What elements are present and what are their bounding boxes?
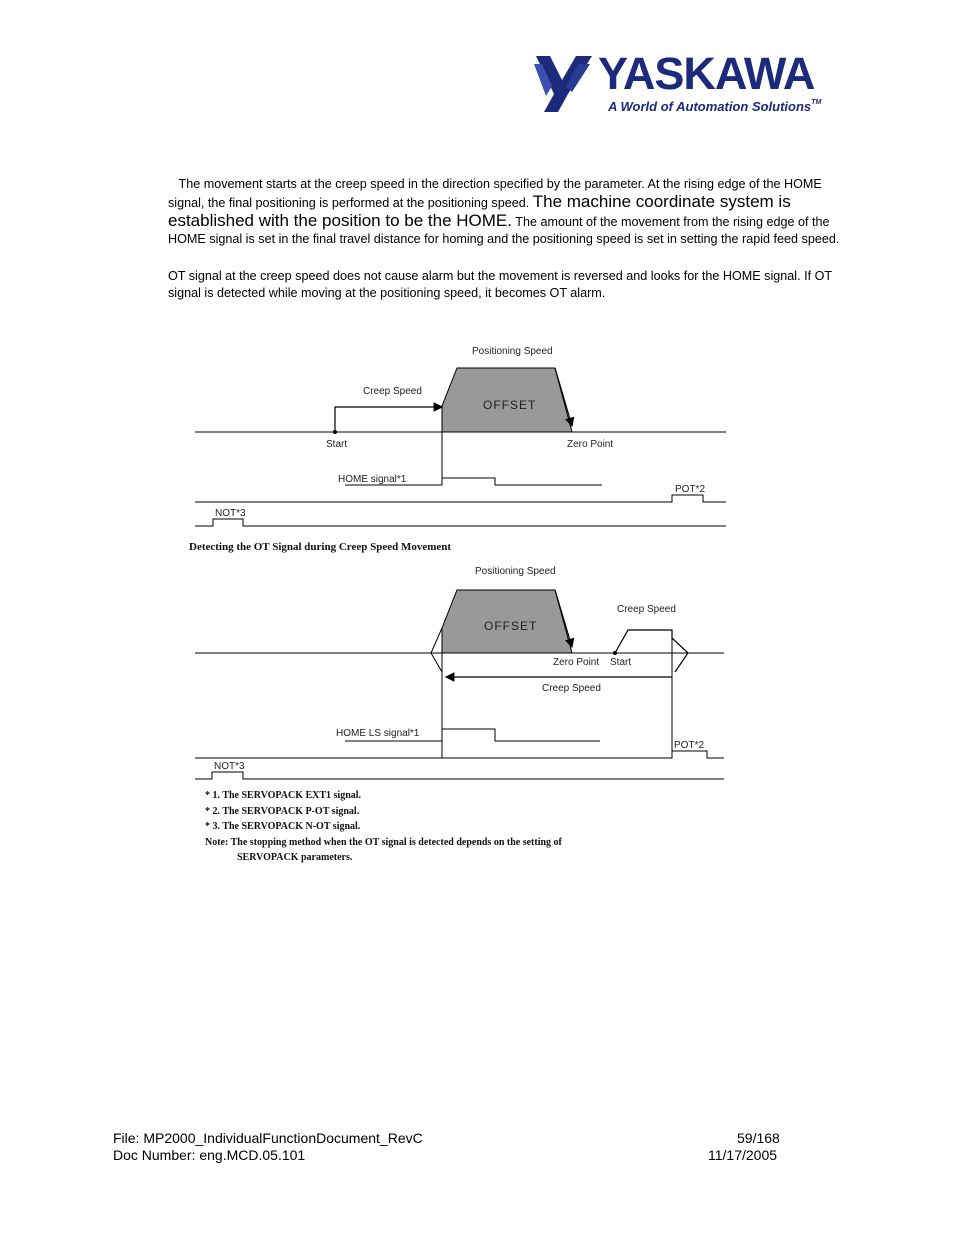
pot-signal-line [195, 495, 726, 502]
d1-not-label: NOT*3 [215, 508, 246, 519]
diagram-2 [195, 566, 724, 779]
logo-tagline: A World of Automation Solutions™ [608, 99, 822, 114]
start-point-2 [613, 651, 617, 655]
note-3: * 3. The SERVOPACK N-OT signal. [205, 821, 361, 832]
d2-start-label: Start [610, 657, 632, 668]
note-4: Note: The stopping method when the OT signal is detected depends on the setting of [205, 837, 562, 848]
d2-positioning-speed-label: Positioning Speed [475, 566, 556, 577]
logo-mark-icon [532, 50, 596, 112]
d1-pot-label: POT*2 [675, 484, 706, 495]
d2-creep-speed-bottom-label: Creep Speed [542, 683, 601, 694]
d1-zero-point-label: Zero Point [567, 439, 614, 450]
ot-paragraph: OT signal at the creep speed does not cause alarm but the movement is reversed and looks for the HOME signal. If OT signal is detected while moving at the positioning speed, it becomes OT alarm. [168, 269, 832, 300]
section-title: Detecting the OT Signal during Creep Speed Movement [189, 541, 452, 553]
note-5: SERVOPACK parameters. [237, 852, 353, 863]
d2-home-ls-signal-label: HOME LS signal*1 [336, 728, 420, 739]
logo-wordmark: YASKAWA [598, 48, 815, 99]
note-2: * 2. The SERVOPACK P-OT signal. [205, 806, 360, 817]
pot-signal-line-2 [195, 751, 724, 758]
d2-pot-label: POT*2 [674, 740, 705, 751]
d2-zero-point-label: Zero Point [553, 657, 600, 668]
d2-creep-speed-top-label: Creep Speed [617, 604, 676, 615]
intro-paragraph: The movement starts at the creep speed in the direction specified by the parameter. At the rising edge of the HOME signal, the final positioning is performed at the positioning speed. The machine coordinate system is established with the position to be the HOME. The amount of the movement from the rising edge of the HOME signal is set in the final travel distance for homing and the positioning speed is set in setting the rapid feed speed. [168, 177, 840, 246]
note-1: * 1. The SERVOPACK EXT1 signal. [205, 790, 362, 801]
d2-not-label: NOT*3 [214, 761, 245, 772]
footnotes [205, 790, 563, 863]
footer-page-number: 59/168 [737, 1130, 780, 1146]
left-reversal [431, 628, 442, 672]
diagram-1 [195, 346, 726, 526]
d1-offset-label: OFFSET [483, 398, 537, 412]
footer-date: 11/17/2005 [708, 1147, 778, 1163]
d1-home-signal-label: HOME signal*1 [338, 474, 407, 485]
d1-positioning-speed-label: Positioning Speed [472, 346, 553, 357]
d2-offset-label: OFFSET [484, 619, 538, 633]
not-signal-line [195, 519, 726, 526]
creep-speed-path [335, 407, 442, 432]
footer-file: File: MP2000_IndividualFunctionDocument_RevC [113, 1130, 423, 1146]
homing-timing-diagrams [185, 338, 745, 878]
d1-start-label: Start [326, 439, 348, 450]
not-signal-line-2 [195, 772, 724, 779]
d1-creep-speed-label: Creep Speed [363, 386, 422, 397]
footer-doc-number: Doc Number: eng.MCD.05.101 [113, 1147, 306, 1163]
